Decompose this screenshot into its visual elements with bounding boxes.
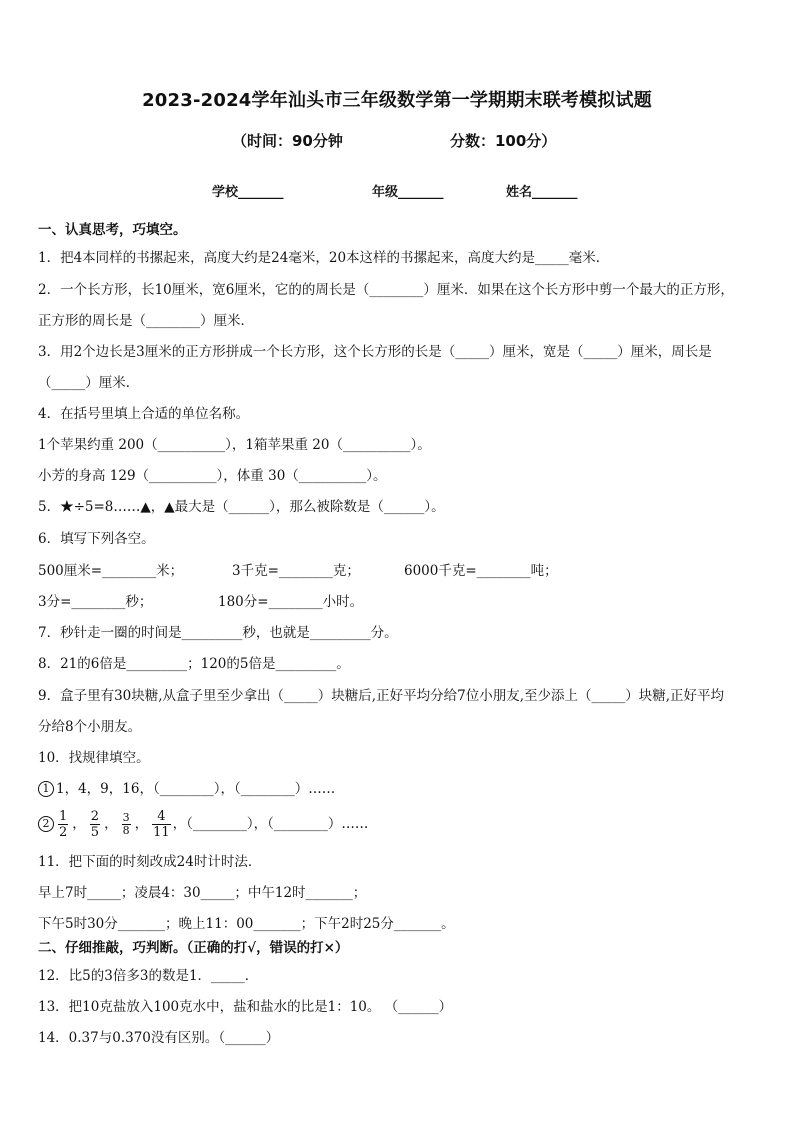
section-1-heading: 一、认真思考，巧填空。	[38, 222, 187, 238]
section-2-heading: 二、仔细推敲，巧判断。（正确的打√，错误的打×）	[38, 940, 349, 956]
name-field[interactable]: 姓名_______	[506, 185, 578, 200]
grade-field[interactable]: 年级_______	[372, 185, 444, 200]
question-8: 8．21的6倍是_________；120的5倍是_________。	[38, 656, 350, 672]
question-3-line-2: （_____）厘米．	[38, 375, 140, 391]
circled-number-1: 1	[38, 781, 54, 797]
question-14: 14．0.37与0.370没有区别。（______）	[38, 1030, 280, 1046]
sequence-2-tail: ，（________），（________）……	[172, 816, 369, 832]
fraction-2: $\frac{2}{5}$	[90, 809, 100, 840]
fraction-1: $\frac{1}{2}$	[59, 809, 68, 840]
exam-time: （时间：90分钟	[232, 132, 343, 150]
question-6-item-2: 3千克=________克；	[232, 563, 360, 579]
question-13: 13．把10克盐放入100克水中，盐和盐水的比是1：10。 （______）	[38, 999, 453, 1015]
question-6-item-1: 500厘米=________米；	[38, 563, 184, 579]
school-field[interactable]: 学校_______	[212, 185, 284, 200]
exam-score: 分数：100分）	[450, 132, 557, 150]
question-4: 4．在括号里填上合适的单位名称。	[38, 406, 250, 422]
question-11-line-2: 下午5时30分_______；晚上11：00_______；下午2时25分_______。	[38, 916, 455, 932]
question-6-item-4: 3分=________秒；	[38, 594, 153, 610]
question-7: 7．秒针走一圈的时间是_________秒，也就是_________分。	[38, 625, 398, 641]
question-10: 10．找规律填空。	[38, 750, 150, 766]
question-1: 1．把4本同样的书摞起来，高度大约是24毫米，20本这样的书摞起来，高度大约是_____毫米．	[38, 250, 610, 266]
sequence-1: 1，4，9，16，（________），（________）……	[56, 781, 336, 797]
question-10-part-1	[38, 779, 335, 799]
exam-title: 2023-2024学年汕头市三年级数学第一学期期末联考模拟试题	[142, 90, 652, 111]
question-12: 12．比5的3倍多3的数是1．_____．	[38, 968, 259, 984]
question-5: 5．★÷5=8……▲，▲最大是（______），那么被除数是（______）。	[38, 499, 445, 515]
question-2-line-1: 2．一个长方形，长10厘米，宽6厘米，它的的周长是（________）厘米．如果在这个长方形中剪一个最大的正方形，	[38, 282, 734, 298]
question-6-item-5: 180分=________小时。	[218, 594, 364, 610]
fraction-4: $\frac{4}{11}$	[153, 809, 170, 840]
question-6-item-3: 6000千克=________吨；	[404, 563, 558, 579]
question-11: 11．把下面的时刻改成24时计时法．	[38, 854, 262, 870]
question-10-part-2: 2 $\frac{1}{2}$ ， $\frac{2}{5}$ ， $\frac{3}{8}$ ， $\frac{4}{11}$ ，（________），（________）……	[38, 806, 368, 842]
circled-number-2: 2	[38, 816, 54, 832]
question-9-line-2: 分给8个小朋友。	[38, 719, 142, 735]
question-11-line-1: 早上7时_____；凌晨4：30_____；中午12时_______；	[38, 885, 367, 901]
question-4-line-2: 小芳的身高 129（__________），体重 30（__________）。	[38, 468, 387, 484]
question-9-line-1: 9．盒子里有30块糖,从盒子里至少拿出（_____）块糖后,正好平均分给7位小朋友,至少添上（_____）块糖,正好平均	[38, 688, 725, 704]
question-6: 6．填写下列各空。	[38, 531, 155, 547]
fraction-3: $\frac{3}{8}$	[122, 811, 130, 837]
question-2-line-2: 正方形的周长是（________）厘米．	[38, 313, 254, 329]
question-4-line-1: 1个苹果约重 200（__________），1箱苹果重 20（__________）。	[38, 437, 431, 453]
question-3-line-1: 3．用2个边长是3厘米的正方形拼成一个长方形，这个长方形的长是（_____）厘米，宽是（_____）厘米，周长是	[38, 344, 712, 360]
